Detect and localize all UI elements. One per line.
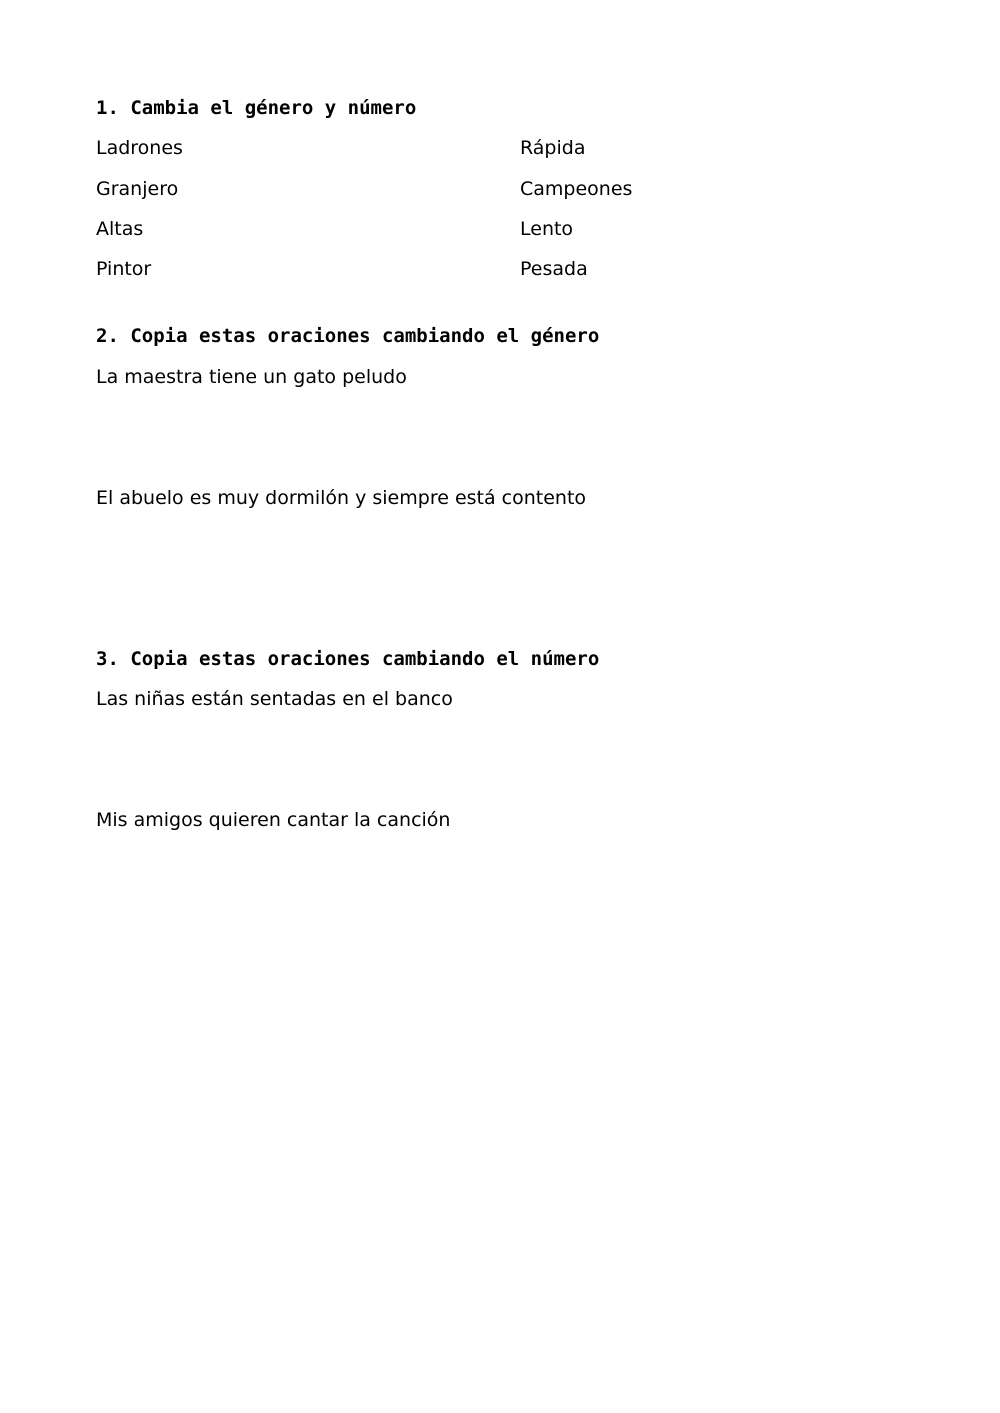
- section2-heading: 2. Copia estas oraciones cambiando el género: [96, 325, 600, 347]
- word-altas: Altas: [96, 218, 144, 240]
- word-lento: Lento: [520, 218, 574, 240]
- sentence-abuelo: El abuelo es muy dormilón y siempre está contento: [96, 487, 587, 509]
- word-ladrones: Ladrones: [96, 137, 183, 159]
- word-pintor: Pintor: [96, 258, 152, 280]
- section1-heading: 1. Cambia el género y número: [96, 97, 417, 119]
- word-granjero: Granjero: [96, 178, 179, 200]
- word-pesada: Pesada: [520, 258, 588, 280]
- sentence-amigos: Mis amigos quieren cantar la canción: [96, 809, 451, 831]
- word-campeones: Campeones: [520, 178, 633, 200]
- sentence-maestra: La maestra tiene un gato peludo: [96, 366, 407, 388]
- word-rapida: Rápida: [520, 137, 586, 159]
- sentence-ninas: Las niñas están sentadas en el banco: [96, 688, 453, 710]
- section3-heading: 3. Copia estas oraciones cambiando el número: [96, 648, 600, 670]
